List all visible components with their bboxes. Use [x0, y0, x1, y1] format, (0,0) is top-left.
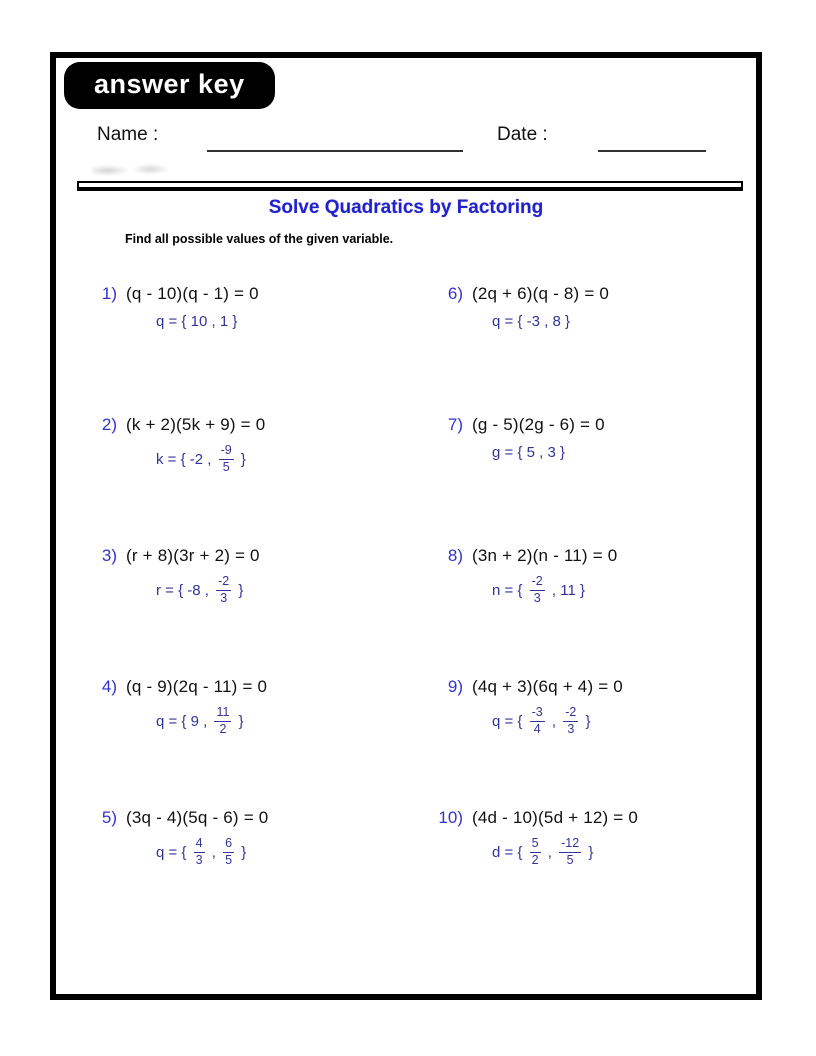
answer-value: -3	[526, 313, 540, 330]
problem-equation: (4d - 10)(5d + 12) = 0	[472, 808, 638, 827]
answer-value: 1	[219, 313, 229, 330]
answer-separator: ,	[200, 581, 214, 599]
answer-value: -2	[189, 450, 204, 468]
answer-suffix: }	[234, 712, 244, 730]
answer-suffix: }	[555, 444, 566, 461]
problem-answer	[492, 706, 756, 736]
answer-value: 8	[552, 313, 561, 330]
answer-key-badge: answer key	[64, 62, 275, 109]
problem-item	[412, 284, 756, 415]
problem-equation-row	[81, 284, 412, 304]
name-blank-line	[207, 150, 463, 152]
fraction-value	[216, 575, 231, 605]
answer-separator: ,	[198, 712, 212, 730]
fraction-denominator: 2	[531, 852, 539, 867]
instruction-text: Find all possible values of the given variable.	[125, 232, 394, 246]
name-label: Name :	[97, 124, 159, 145]
fraction-denominator: 3	[533, 590, 541, 605]
answer-prefix: q = {	[156, 843, 191, 861]
problem-number: 5)	[101, 808, 117, 827]
fraction-value	[563, 706, 578, 736]
problem-equation-row	[427, 284, 756, 304]
answer-separator: ,	[207, 843, 221, 861]
answer-prefix: d = {	[492, 843, 527, 861]
problem-answer	[492, 837, 756, 867]
problem-equation-row	[81, 808, 412, 828]
answer-suffix: }	[560, 313, 571, 330]
worksheet-title: Solve Quadratics by Factoring	[268, 197, 544, 218]
fraction-denominator: 4	[533, 721, 541, 736]
fraction-denominator: 3	[567, 721, 575, 736]
problem-answer	[492, 444, 756, 461]
problem-item	[56, 415, 412, 546]
fraction-numerator: 6	[223, 837, 234, 853]
problems-grid	[56, 284, 756, 939]
worksheet-page	[50, 52, 762, 1000]
fraction-numerator: -9	[219, 444, 234, 460]
answer-suffix: }	[228, 313, 238, 330]
answer-separator: ,	[203, 450, 216, 468]
fraction-value	[223, 837, 234, 867]
problem-answer	[156, 837, 412, 867]
problem-item	[412, 415, 756, 546]
problem-equation: (2q + 6)(q - 8) = 0	[472, 284, 610, 303]
problem-item	[412, 546, 756, 677]
answer-prefix: r = {	[156, 581, 188, 599]
problem-number: 9)	[447, 677, 463, 696]
fraction-numerator: -12	[559, 837, 581, 853]
fraction-denominator: 5	[222, 459, 230, 474]
fraction-numerator: -2	[530, 575, 545, 591]
fraction-denominator: 3	[195, 852, 203, 867]
problem-equation-row	[81, 546, 412, 566]
problem-answer	[156, 575, 412, 605]
answer-separator: ,	[539, 313, 553, 330]
problem-equation: (3q - 4)(5q - 6) = 0	[126, 808, 269, 827]
answer-separator: ,	[207, 313, 220, 330]
print-smudge-artifact	[92, 164, 170, 177]
answer-prefix: q = {	[156, 712, 191, 730]
answer-separator: ,	[547, 712, 561, 730]
problem-equation-row	[427, 546, 756, 566]
problem-number: 4)	[101, 677, 117, 696]
problem-equation: (r + 8)(3r + 2) = 0	[126, 546, 260, 565]
problem-answer	[156, 706, 412, 736]
fraction-numerator: -2	[216, 575, 231, 591]
answer-suffix: }	[575, 581, 586, 599]
fraction-denominator: 5	[566, 852, 574, 867]
problem-item	[56, 677, 412, 808]
answer-suffix: }	[234, 581, 244, 599]
problem-equation: (k + 2)(5k + 9) = 0	[126, 415, 266, 434]
problem-item	[412, 808, 756, 939]
fraction-numerator: -2	[563, 706, 578, 722]
answer-prefix: q = {	[156, 313, 191, 330]
fraction-denominator: 2	[219, 721, 227, 736]
answer-value: -8	[187, 581, 201, 599]
answer-prefix: k = {	[156, 450, 190, 468]
problem-answer	[156, 444, 412, 474]
answer-prefix: n = {	[492, 581, 527, 599]
problem-item	[56, 284, 412, 415]
answer-separator: ,	[543, 843, 557, 861]
problem-equation: (q - 9)(2q - 11) = 0	[126, 677, 268, 696]
fraction-value	[559, 837, 581, 867]
problem-number: 7)	[447, 415, 463, 434]
problem-number: 2)	[101, 415, 117, 434]
fraction-value	[530, 706, 545, 736]
problem-number: 6)	[447, 284, 463, 303]
problem-answer	[492, 313, 756, 330]
fraction-numerator: 4	[194, 837, 205, 853]
fraction-value	[530, 575, 545, 605]
problem-equation-row	[427, 808, 756, 828]
fraction-numerator: 5	[530, 837, 541, 853]
problem-number: 10)	[438, 808, 463, 827]
problem-number: 3)	[101, 546, 117, 565]
answer-value: 5	[526, 444, 535, 461]
problem-equation: (q - 10)(q - 1) = 0	[126, 284, 259, 303]
problem-equation: (g - 5)(2g - 6) = 0	[472, 415, 605, 434]
answer-value: 10	[190, 313, 208, 330]
fraction-denominator: 5	[225, 852, 233, 867]
answer-suffix: }	[584, 843, 594, 861]
problem-number: 1)	[101, 284, 117, 303]
fraction-denominator: 3	[220, 590, 228, 605]
fraction-value	[194, 837, 205, 867]
header-divider-rule	[77, 181, 743, 191]
problem-number: 8)	[447, 546, 463, 565]
fraction-value	[219, 444, 234, 474]
problem-equation: (4q + 3)(6q + 4) = 0	[472, 677, 623, 696]
answer-separator: ,	[534, 444, 548, 461]
fraction-value	[214, 706, 231, 736]
date-label: Date :	[497, 124, 548, 145]
problem-equation-row	[81, 677, 412, 697]
problem-equation-row	[427, 415, 756, 435]
fraction-numerator: -3	[530, 706, 545, 722]
fraction-value	[530, 837, 541, 867]
answer-suffix: }	[581, 712, 591, 730]
answer-prefix: g = {	[492, 444, 527, 461]
fraction-numerator: 11	[214, 706, 231, 722]
problem-item	[56, 808, 412, 939]
answer-separator: ,	[547, 581, 561, 599]
problem-answer	[492, 575, 756, 605]
answer-value: 3	[547, 444, 556, 461]
answer-suffix: }	[237, 843, 247, 861]
answer-prefix: q = {	[492, 313, 527, 330]
answer-suffix: }	[236, 450, 246, 468]
date-blank-line	[598, 150, 706, 152]
answer-value: 11	[560, 581, 576, 599]
problem-equation: (3n + 2)(n - 11) = 0	[472, 546, 618, 565]
problem-item	[56, 546, 412, 677]
answer-prefix: q = {	[492, 712, 527, 730]
problem-equation-row	[81, 415, 412, 435]
problem-item	[412, 677, 756, 808]
answer-value: 9	[190, 712, 199, 730]
problem-equation-row	[427, 677, 756, 697]
problem-answer	[156, 313, 412, 330]
